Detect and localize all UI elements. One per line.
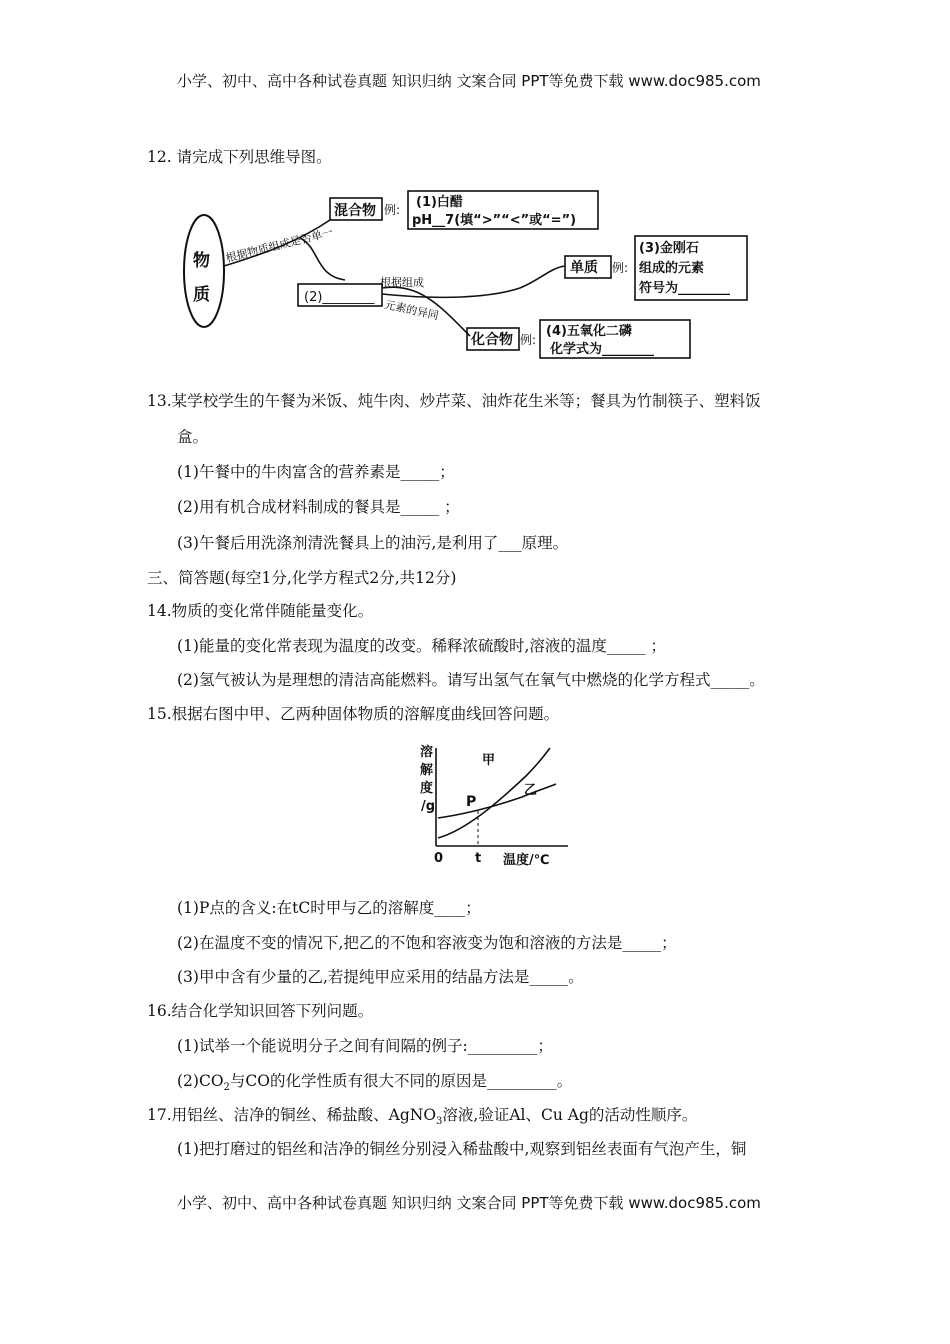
q14-stem: 14.物质的变化常伴随能量变化。	[147, 602, 374, 620]
compound-example-2: 化学式为________	[550, 342, 655, 357]
q16-part2-a: (2)CO	[177, 1072, 224, 1090]
section3-heading: 三、简答题(每空1分,化学方程式2分,共12分)	[147, 569, 457, 587]
q17-part1: (1)把打磨过的铝丝和洁净的铜丝分别浸入稀盐酸中,观察到铝丝表面有气泡产生，铜	[177, 1140, 747, 1158]
center-ellipse	[184, 215, 224, 327]
element-label: 单质	[570, 260, 598, 276]
compound-example-1: (4)五氧化二磷	[546, 324, 632, 339]
q14-part2: (2)氢气被认为是理想的清洁高能燃料。请写出氢气在氧气中燃烧的化学方程式_____。	[177, 671, 765, 689]
q13-stem-line2: 盒。	[177, 428, 209, 446]
element-example-2: 组成的元素	[639, 261, 705, 276]
curve-label-jia: 甲	[482, 753, 496, 768]
mixture-example-1: (1)白醋	[416, 195, 463, 210]
q17-stem-subscript: 3	[436, 1116, 443, 1128]
branch2-label-b: 元素的异同	[383, 298, 440, 323]
element-example-1: (3)金刚石	[639, 241, 699, 256]
mixture-ex-prefix: 例:	[384, 203, 401, 217]
q13-stem-line1: 13.某学校学生的午餐为米饭、炖牛肉、炒芹菜、油炸花生米等；餐具为竹制筷子、塑料饭	[147, 392, 761, 410]
ylabel-char-3: 度	[420, 781, 434, 796]
curve-label-yi: 乙	[524, 783, 538, 798]
mind-map-diagram	[180, 188, 731, 363]
ylabel-char-1: 溶	[420, 745, 434, 760]
q16-part1: (1)试举一个能说明分子之间有间隔的例子:_________；	[177, 1037, 553, 1055]
q17-stem-a: 17.用铝丝、洁净的铜丝、稀盐酸、AgNO	[147, 1106, 437, 1124]
q15-part1: (1)P点的含义:在tC时甲与乙的溶解度____；	[177, 899, 481, 917]
q15-part3: (3)甲中含有少量的乙,若提纯甲应采用的结晶方法是_____。	[177, 968, 584, 986]
origin-label: 0	[434, 851, 444, 866]
q12-title: 12. 请完成下列思维导图。	[147, 148, 332, 166]
center-char-2: 质	[193, 285, 210, 305]
q13-part2: (2)用有机合成材料制成的餐具是_____ ；	[177, 498, 460, 516]
mixture-example-2: pH__7(填“>”“<”或“=”)	[412, 213, 577, 228]
compound-label: 化合物	[471, 332, 513, 348]
q17-stem-b: 溶液,验证Al、Cu Ag的活动性顺序。	[442, 1106, 698, 1124]
p-label: P	[466, 794, 477, 810]
page-header: 小学、初中、高中各种试卷真题 知识归纳 文案合同 PPT等免费下载 www.doc985.com	[177, 72, 761, 90]
ylabel-char-2: 解	[420, 763, 434, 778]
q15-stem: 15.根据右图中甲、乙两种固体物质的溶解度曲线回答问题。	[147, 705, 560, 723]
compound-ex-prefix: 例:	[520, 333, 537, 347]
q16-part2	[177, 1071, 572, 1098]
t-label: t	[475, 851, 482, 866]
page-footer: 小学、初中、高中各种试卷真题 知识归纳 文案合同 PPT等免费下载 www.doc985.com	[177, 1194, 761, 1212]
branch1-label: 根据物质组成是否单一	[224, 225, 335, 265]
mixture-label: 混合物	[334, 203, 376, 219]
q13-part1: (1)午餐中的牛肉富含的营养素是_____；	[177, 463, 455, 481]
xlabel: 温度/℃	[503, 853, 550, 868]
q15-part2: (2)在温度不变的情况下,把乙的不饱和容液变为饱和溶液的方法是_____；	[177, 934, 677, 952]
solubility-graph	[396, 740, 576, 870]
pure-substance-blank: (2)________	[304, 290, 375, 305]
q16-stem: 16.结合化学知识回答下列问题。	[147, 1002, 374, 1020]
q16-part2-subscript: 2	[223, 1082, 230, 1094]
center-char-1: 物	[193, 251, 210, 271]
q14-part1: (1)能量的变化常表现为温度的改变。稀释浓硫酸时,溶液的温度_____ ；	[177, 637, 667, 655]
q17-stem	[147, 1105, 697, 1132]
element-ex-prefix: 例:	[612, 261, 629, 275]
ylabel-char-4: /g	[421, 799, 436, 814]
branch2-label-a: 根据组成	[380, 276, 424, 289]
element-example-3: 符号为________	[639, 281, 731, 296]
q13-part3: (3)午餐后用洗涤剂清洗餐具上的油污,是利用了___原理。	[177, 534, 569, 552]
q16-part2-b: 与CO的化学性质有很大不同的原因是_________。	[229, 1072, 573, 1090]
